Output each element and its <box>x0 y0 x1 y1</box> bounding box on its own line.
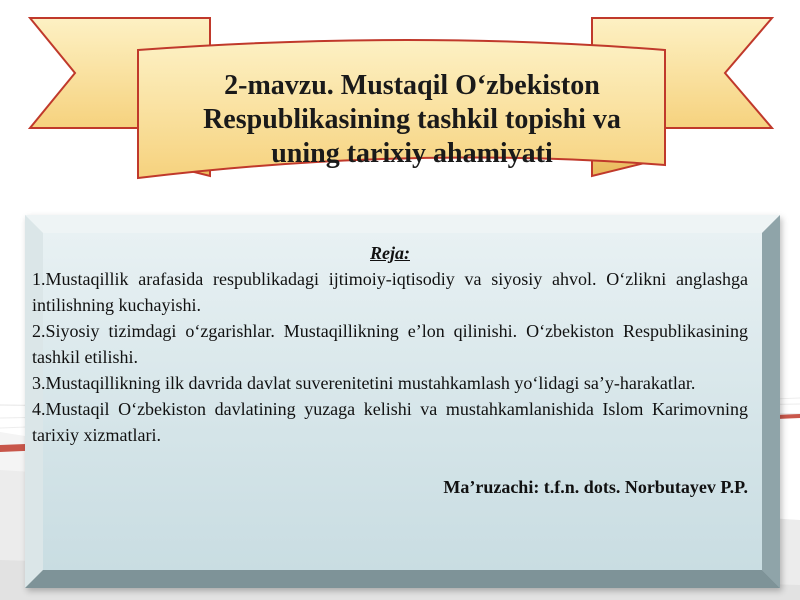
lecturer-name: Ma’ruzachi: t.f.n. dots. Norbutayev P.P. <box>443 477 748 497</box>
plan-item-3: 3.Mustaqillikning ilk davrida davlat suverenitetini mustahkamlash yo‘lidagi sa’y-harakatlar. <box>32 373 696 393</box>
plan-item-2: 2.Siyosiy tizimdagi o‘zgarishlar. Mustaqillikning e’lon qilinishi. O‘zbekiston Respublikasining tashkil etilishi. <box>32 321 748 367</box>
title-line-2: Respublikasining tashkil topishi va <box>203 104 621 135</box>
plan-item-4: 4.Mustaqil O‘zbekiston davlatining yuzaga kelishi va mustahkamlanishida Islom Karimovning tarixiy xizmatlari. <box>32 399 748 445</box>
title-line-1: 2-mavzu. Mustaqil O‘zbekiston <box>224 70 600 101</box>
plan-content <box>32 240 748 518</box>
plan-heading: Reja: <box>370 243 410 263</box>
plan-item-1: 1.Mustaqillik arafasida respublikadagi ijtimoiy-iqtisodiy va siyosiy ahvol. O‘zlikni anglashga intilishning kuchayishi. <box>32 269 748 315</box>
title-line-3: uning tarixiy ahamiyati <box>271 138 553 169</box>
slide-title <box>140 60 684 180</box>
